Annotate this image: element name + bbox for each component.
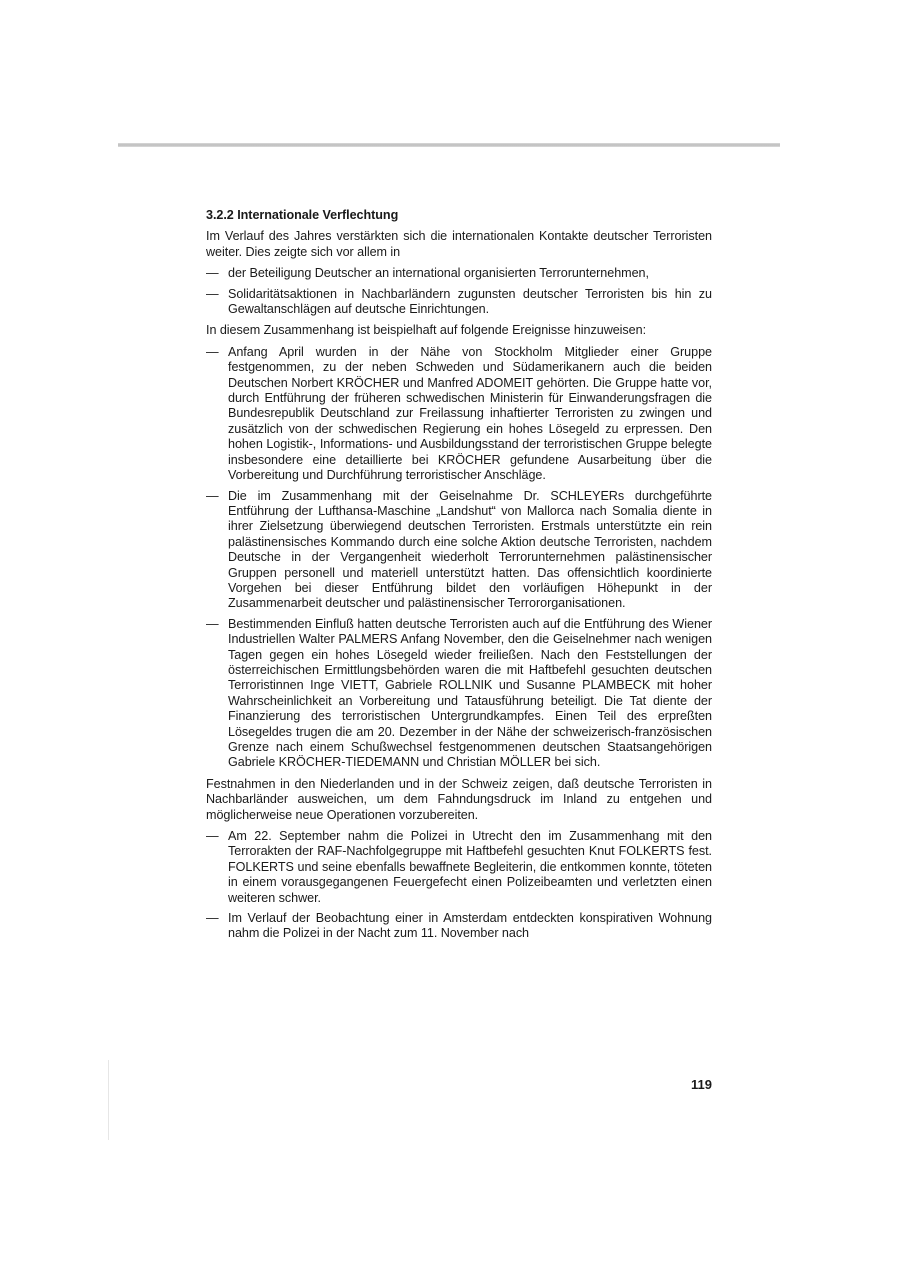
list-item-text: Am 22. September nahm die Polizei in Utrecht den im Zusammenhang mit den Terrorakten der RAF-Nachfolgegruppe mit Haftbefehl gesuchten Knut FOLKERTS fest. FOLKERTS und seine ebenfalls bewaffnete Begleiterin, die entkommen konnte, töteten in einem vorausgegangenen Feuergefecht einen Polizeibeamten und verletzten einen weiteren schwer. <box>228 829 712 905</box>
scan-edge-shadow <box>118 143 780 147</box>
list-item <box>206 345 712 484</box>
dash-list <box>206 829 712 942</box>
list-item <box>206 829 712 906</box>
section-heading: 3.2.2 Internationale Verflechtung <box>206 208 399 222</box>
dash-bullet: — <box>206 266 219 281</box>
list-item-text: Anfang April wurden in der Nähe von Stockholm Mitglieder einer Gruppe festgenommen, zu der neben Schweden und Südamerikanern auch die beiden Deutschen Norbert KRÖCHER und Manfred ADOMEIT gehörten. Die Gruppe hatte vor, durch Entführung der früheren schwedischen Ministerin für Einwanderungsfragen die Bundesrepublik Deutschland zur Freilassung inhaftierter Terroristen zu zwingen und zusätzlich von der schwedischen Regierung ein hohes Lösegeld zu erpressen. Den hohen Logistik-, Informations- und Ausbildungsstand der terroristischen Gruppe belegte insbesondere eine detaillierte bei KRÖCHER gefundene Ausarbeitung über die Vorbereitung und Durchführung terroristischer Anschläge. <box>228 344 712 483</box>
page-number: 119 <box>691 1077 712 1092</box>
list-item-text: Bestimmenden Einfluß hatten deutsche Terroristen auch auf die Entführung des Wiener Industriellen Walter PALMERS Anfang November, den die Geiselnehmer nach wenigen Tagen gegen ein hohes Lösegeld wieder freiließen. Nach den Feststellungen der österreichischen Ermittlungsbehörden waren die mit Haftbefehl gesuchten deutschen Terroristinnen Inge VIETT, Gabriele ROLLNIK und Susanne PLAMBECK mit hoher Wahrscheinlichkeit an Vorbereitung und Tatausführung beteiligt. Die Tat diente der Finanzierung des terroristischen Untergrundkampfes. Einen Teil des erpreßten Lösegeldes trugen die am 20. Dezember in der Nähe der schweizerisch-französischen Grenze nach einem Schußwechsel festgenommenen deutschen Staatsangehörigen Gabriele KRÖCHER-TIEDEMANN und Christian MÖLLER bei sich. <box>228 616 712 770</box>
paragraph: Festnahmen in den Niederlanden und in der Schweiz zeigen, daß deutsche Terroristen in Nachbarländer ausweichen, um dem Fahndungsdruck im Inland zu entgehen und möglicherweise neue Operationen vorzubereiten. <box>206 776 712 822</box>
list-item <box>206 266 712 281</box>
dash-bullet: — <box>206 344 219 359</box>
scan-margin-mark <box>108 1060 109 1140</box>
list-item <box>206 617 712 771</box>
list-item <box>206 911 712 942</box>
document-body <box>206 229 712 941</box>
dash-bullet: — <box>206 911 219 926</box>
dash-list <box>206 266 712 317</box>
list-item-text: Im Verlauf der Beobachtung einer in Amsterdam entdeckten konspirativen Wohnung nahm die Polizei in der Nacht zum 11. November nach <box>228 911 712 941</box>
list-item-text: der Beteiligung Deutscher an international organisierten Terrorunternehmen, <box>228 266 649 281</box>
list-item-text: Die im Zusammenhang mit der Geiselnahme Dr. SCHLEYERs durchgeführte Entführung der Lufthansa-Maschine „Landshut“ von Mallorca nach Somalia diente in ihrer Zielsetzung überwiegend deutschen Terroristen. Erstmals unterstützte ein rein palästinensisches Kommando durch eine solche Aktion deutsche Terroristen, nachdem Deutsche in der Vergangenheit wiederholt Terrorunternehmen palästinensischer Gruppen personell und materiell unterstützt hatten. Das offensichtlich koordinierte Vorgehen bei dieser Entführung bildet den vorläufigen Höhepunkt in der Zusammenarbeit deutscher und palästinensischer Terrororganisationen. <box>228 488 712 611</box>
list-item <box>206 489 712 612</box>
list-item <box>206 287 712 318</box>
paragraph: Im Verlauf des Jahres verstärkten sich die internationalen Kontakte deutscher Terroristen weiter. Dies zeigte sich vor allem in <box>206 229 712 259</box>
dash-list <box>206 345 712 771</box>
dash-bullet: — <box>206 829 219 844</box>
dash-bullet: — <box>206 286 219 301</box>
dash-bullet: — <box>206 616 219 631</box>
paragraph: In diesem Zusammenhang ist beispielhaft auf folgende Ereignisse hinzuweisen: <box>206 323 647 338</box>
dash-bullet: — <box>206 488 219 503</box>
document-page <box>206 208 712 948</box>
list-item-text: Solidaritätsaktionen in Nachbarländern zugunsten deutscher Terroristen bis hin zu Gewaltanschlägen auf deutsche Einrichtungen. <box>228 286 712 317</box>
